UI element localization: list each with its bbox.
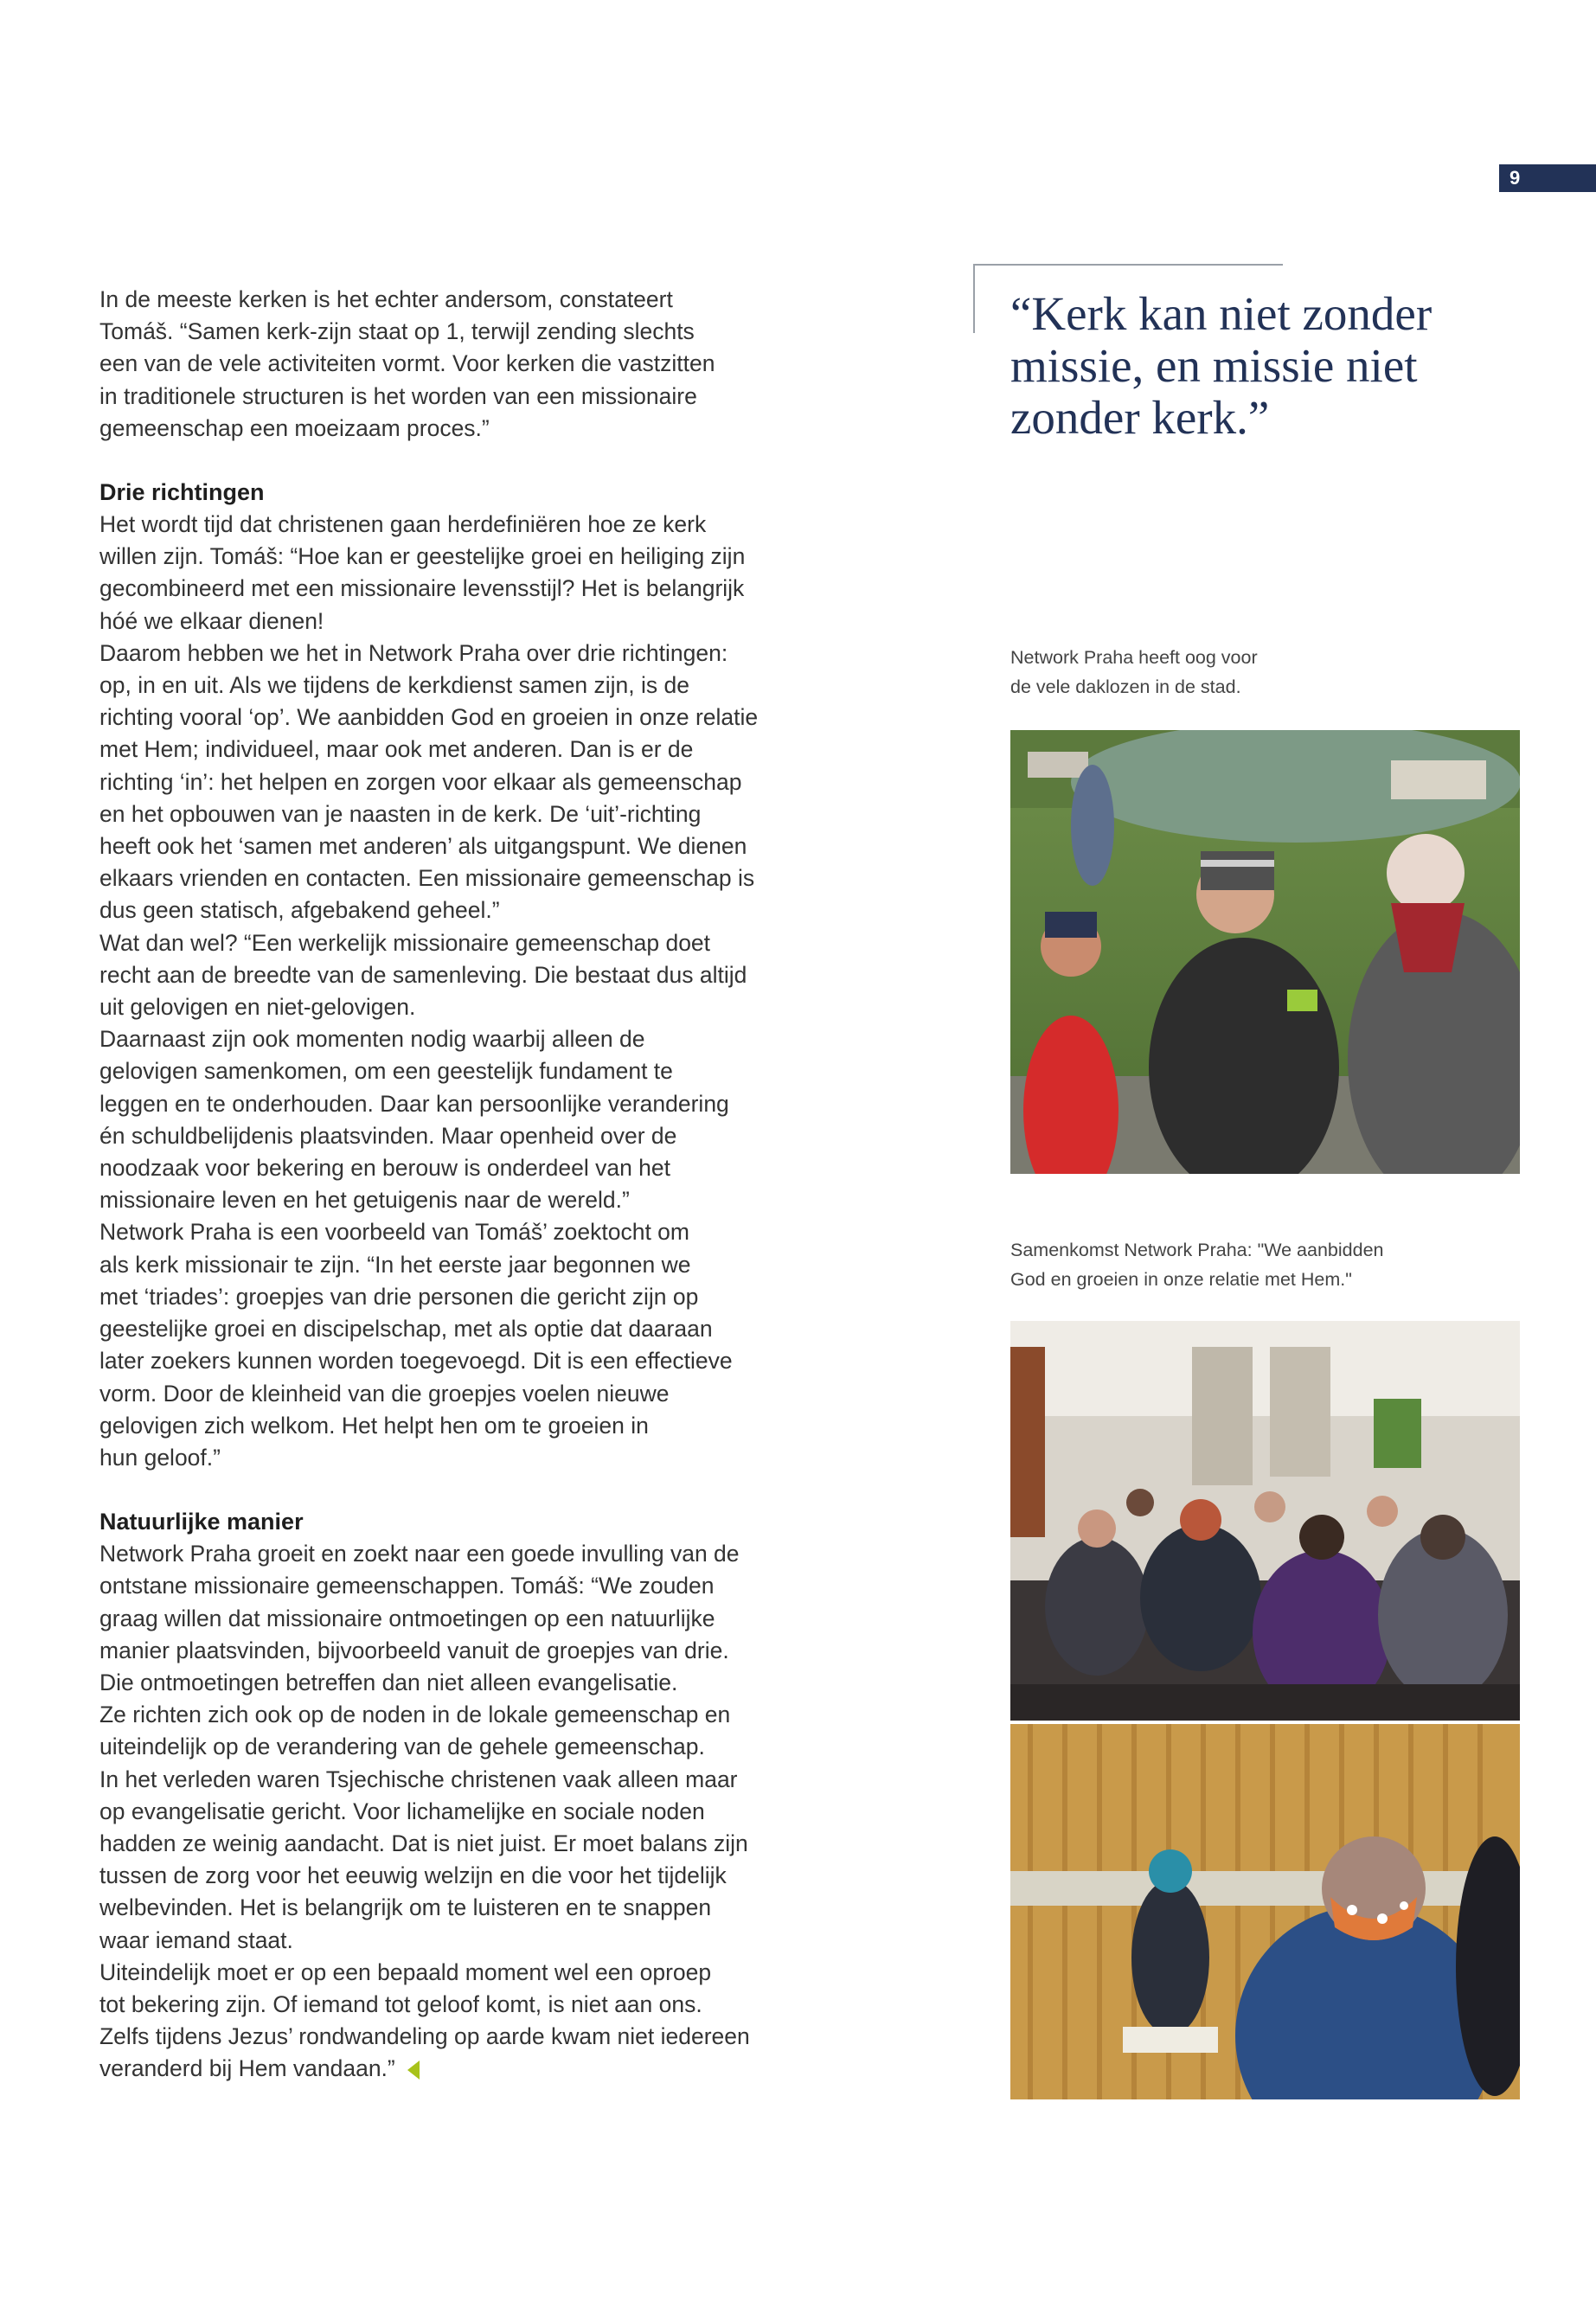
text-line: gelovigen samenkomen, om een geestelijk fundament te bbox=[99, 1058, 673, 1085]
text-line: elkaars vrienden en contacten. Een missionaire gemeenschap is bbox=[99, 865, 755, 892]
text-line: manier plaatsvinden, bijvoorbeeld vanuit de groepjes van drie. bbox=[99, 1637, 729, 1663]
photo-street-outreach bbox=[1010, 730, 1520, 1174]
pull-quote bbox=[1010, 288, 1564, 444]
caption-line: God en groeien in onze relatie met Hem." bbox=[1010, 1269, 1352, 1290]
text-line: Daarnaast zijn ook momenten nodig waarbij alleen de bbox=[99, 1026, 645, 1053]
text-line: als kerk missionair te zijn. “In het eerste jaar begonnen we bbox=[99, 1251, 691, 1278]
text-line: graag willen dat missionaire ontmoetingen op een natuurlijke bbox=[99, 1605, 715, 1631]
last-line-text: veranderd bij Hem vandaan.” bbox=[99, 2055, 395, 2082]
text-line: Het wordt tijd dat christenen gaan herdefiniëren hoe ze kerk bbox=[99, 511, 707, 538]
text-line: dus geen statisch, afgebakend geheel.” bbox=[99, 897, 500, 924]
photo-caption-homeless bbox=[1010, 643, 1529, 702]
text-line: Die ontmoetingen betreffen dan niet alleen evangelisatie. bbox=[99, 1669, 678, 1695]
text-line: hadden ze weinig aandacht. Dat is niet juist. Er moet balans zijn bbox=[99, 1830, 748, 1856]
text-line: Wat dan wel? “Een werkelijk missionaire gemeenschap doet bbox=[99, 929, 711, 956]
text-line: en het opbouwen van je naasten in de kerk. De ‘uit’-richting bbox=[99, 800, 702, 827]
text-line: op evangelisatie gericht. Voor lichamelijke en sociale noden bbox=[99, 1798, 705, 1824]
section-natuurlijke-manier-body bbox=[99, 1538, 804, 2085]
text-line: recht aan de breedte van de samenleving. Die bestaat dus altijd bbox=[99, 961, 747, 988]
text-line: Ze richten zich ook op de noden in de lokale gemeenschap en bbox=[99, 1702, 731, 1728]
text-line: gemeenschap een moeizaam proces.” bbox=[99, 414, 490, 441]
text-line: uiteindelijk op de verandering van de gehele gemeenschap. bbox=[99, 1734, 705, 1760]
text-line: noodzaak voor bekering en berouw is onderdeel van het bbox=[99, 1155, 671, 1182]
text-line: welbevinden. Het is belangrijk om te luisteren en te snappen bbox=[99, 1894, 712, 1921]
text-line: in traditionele structuren is het worden van een missionaire bbox=[99, 382, 697, 409]
text-line: gecombineerd met een missionaire levensstijl? Het is belangrijk bbox=[99, 575, 745, 602]
text-line: met ‘triades’: groepjes van drie personen die gericht zijn op bbox=[99, 1283, 699, 1310]
text-line: een van de vele activiteiten vormt. Voor kerken die vastzitten bbox=[99, 350, 715, 377]
text-line: uit gelovigen en niet-gelovigen. bbox=[99, 994, 416, 1021]
caption-line: Samenkomst Network Praha: "We aanbidden bbox=[1010, 1240, 1384, 1260]
pull-quote-line: missie, en missie niet bbox=[1010, 339, 1418, 392]
photo-gathering-room bbox=[1010, 1321, 1520, 1721]
end-of-article-triangle-icon bbox=[407, 2061, 420, 2080]
text-line: leggen en te onderhouden. Daar kan persoonlijke verandering bbox=[99, 1090, 729, 1117]
text-line: missionaire leven en het getuigenis naar de wereld.” bbox=[99, 1187, 630, 1214]
text-line: Network Praha groeit en zoekt naar een goede invulling van de bbox=[99, 1541, 740, 1567]
text-line: Tomáš. “Samen kerk-zijn staat op 1, terwijl zending slechts bbox=[99, 318, 695, 345]
text-line: tussen de zorg voor het eeuwig welzijn en die voor het tijdelijk bbox=[99, 1862, 727, 1889]
text-line: Uiteindelijk moet er op een bepaald moment wel een oproep bbox=[99, 1958, 712, 1985]
text-line: tot bekering zijn. Of iemand tot geloof komt, is niet aan ons. bbox=[99, 1990, 702, 2017]
text-line: vorm. Door de kleinheid van die groepjes voelen nieuwe bbox=[99, 1380, 670, 1407]
photo-masked-speaker bbox=[1010, 1724, 1520, 2099]
photo-caption-gathering bbox=[1010, 1235, 1529, 1294]
text-line: ontstane missionaire gemeenschappen. Tomáš: “We zouden bbox=[99, 1573, 715, 1599]
text-line: In de meeste kerken is het echter andersom, constateert bbox=[99, 286, 673, 312]
pull-quote-line: “Kerk kan niet zonder bbox=[1010, 287, 1433, 340]
text-line: Network Praha is een voorbeeld van Tomáš’ zoektocht om bbox=[99, 1219, 689, 1246]
pull-quote-line: zonder kerk.” bbox=[1010, 391, 1270, 444]
text-line: gelovigen zich welkom. Het helpt hen om te groeien in bbox=[99, 1412, 649, 1439]
text-line: richting ‘in’: het helpen en zorgen voor elkaar als gemeenschap bbox=[99, 768, 742, 795]
section-heading-natuurlijke-manier: Natuurlijke manier bbox=[99, 1509, 304, 1535]
text-line: hun geloof.” bbox=[99, 1444, 221, 1471]
text-line: geestelijke groei en discipelschap, met als optie dat daaraan bbox=[99, 1316, 713, 1343]
text-line: later zoekers kunnen worden toegevoegd. Dit is een effectieve bbox=[99, 1348, 733, 1375]
page-number: 9 bbox=[1499, 164, 1596, 192]
text-line: Daarom hebben we het in Network Praha over drie richtingen: bbox=[99, 639, 728, 666]
section-heading-drie-richtingen: Drie richtingen bbox=[99, 479, 265, 506]
text-line: met Hem; individueel, maar ook met anderen. Dan is er de bbox=[99, 736, 694, 763]
text-line: Zelfs tijdens Jezus’ rondwandeling op aarde kwam niet iedereen bbox=[99, 2023, 750, 2050]
caption-line: de vele daklozen in de stad. bbox=[1010, 676, 1241, 697]
section-drie-richtingen-body bbox=[99, 509, 804, 1474]
text-line: waar iemand staat. bbox=[99, 1926, 293, 1953]
text-line: willen zijn. Tomáš: “Hoe kan er geestelijke groei en heiliging zijn bbox=[99, 543, 746, 570]
text-line: heeft ook het ‘samen met anderen’ als uitgangspunt. We dienen bbox=[99, 833, 747, 860]
text-line bbox=[99, 2053, 804, 2085]
text-line: hóé we elkaar dienen! bbox=[99, 607, 324, 634]
article-body bbox=[99, 284, 804, 2086]
intro-paragraph bbox=[99, 284, 804, 445]
text-line: én schuldbelijdenis plaatsvinden. Maar openheid over de bbox=[99, 1122, 677, 1149]
text-line: richting vooral ‘op’. We aanbidden God en groeien in onze relatie bbox=[99, 704, 759, 731]
text-line: In het verleden waren Tsjechische christenen vaak alleen maar bbox=[99, 1766, 738, 1792]
caption-line: Network Praha heeft oog voor bbox=[1010, 647, 1258, 668]
text-line: op, in en uit. Als we tijdens de kerkdienst samen zijn, is de bbox=[99, 672, 689, 699]
